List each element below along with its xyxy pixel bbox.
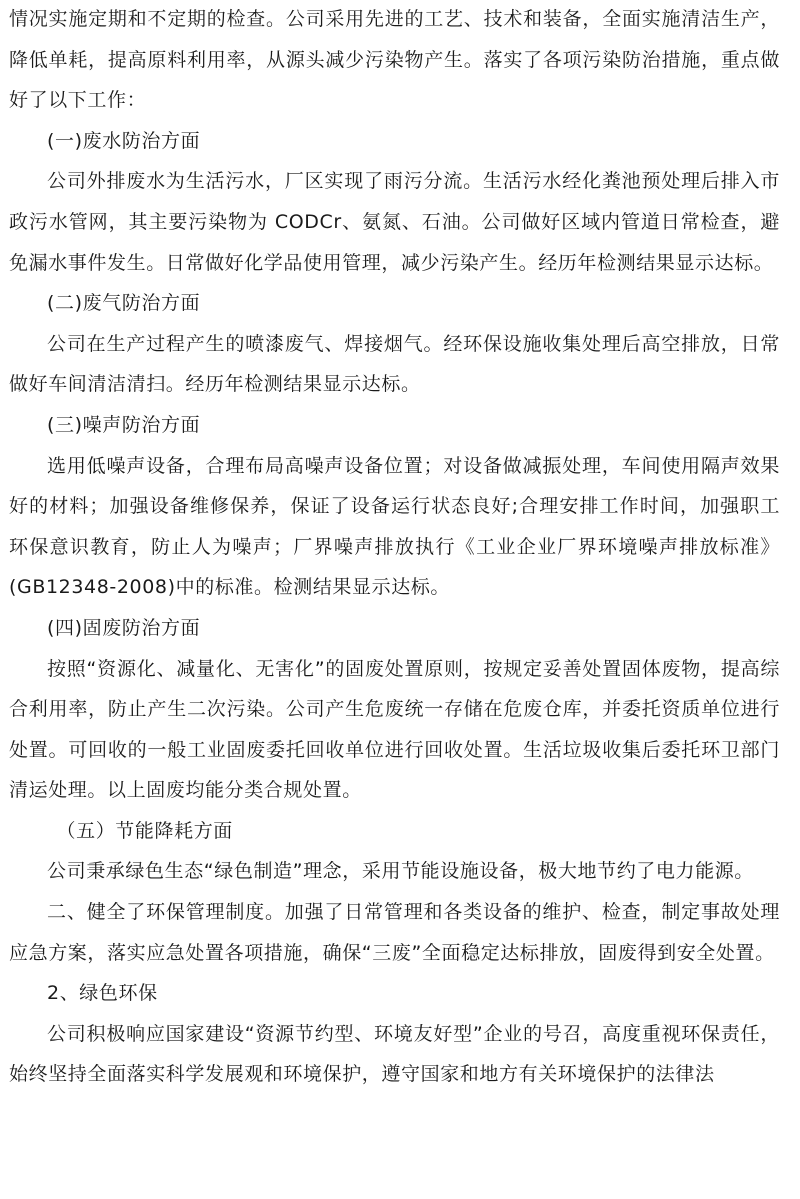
heading-waste-gas: (二)废气防治方面 — [47, 292, 201, 315]
intro-paragraph: 情况实施定期和不定期的检查。公司采用先进的工艺、技术和装备，全面实施清洁生产，降低单耗，提高原料利用率，从源头减少污染物产生。落实了各项污染防治措施，重点做好了以下工作： — [9, 8, 780, 112]
solid-waste-paragraph: 按照“资源化、减量化、无害化”的固废处置原则，按规定妥善处置固体废物，提高综合利用率，防止产生二次污染。公司产生危废统一存储在危废仓库，并委托资质单位进行处置。可回收的一般工业固废委托回收单位进行回收处置。生活垃圾收集后委托环卫部门清运处理。以上固废均能分类合规处置。 — [9, 657, 780, 802]
noise-paragraph: 选用低噪声设备，合理布局高噪声设备位置；对设备做减振处理，车间使用隔声效果好的材料；加强设备维修保养，保证了设备运行状态良好;合理安排工作时间，加强职工环保意识教育，防止人为噪声；厂界噪声排放执行《工业企业厂界环境噪声排放标准》(GB12348-2008)中的标准。检测结果显示达标。 — [9, 454, 780, 599]
waste-gas-paragraph: 公司在生产过程产生的喷漆废气、焊接烟气。经环保设施收集处理后高空排放，日常做好车间清洁清扫。经历年检测结果显示达标。 — [9, 332, 780, 396]
energy-saving-paragraph: 公司秉承绿色生态“绿色制造”理念，采用节能设施设备，极大地节约了电力能源。 — [47, 860, 754, 883]
heading-green-environment: 2、绿色环保 — [47, 982, 158, 1005]
heading-wastewater: (一)废水防治方面 — [47, 129, 201, 152]
heading-solid-waste: (四)固废防治方面 — [47, 616, 201, 639]
management-system-paragraph: 二、健全了环保管理制度。加强了日常管理和各类设备的维护、检查，制定事故处理应急方案，落实应急处置各项措施，确保“三废”全面稳定达标排放，固废得到安全处置。 — [9, 901, 780, 964]
wastewater-paragraph: 公司外排废水为生活污水，厂区实现了雨污分流。生活污水经化粪池预处理后排入市政污水管网，其主要污染物为 CODCr、氨氮、石油。公司做好区域内管道日常检查，避免漏水事件发生。日常做好化学品使用管理，减少污染产生。经历年检测结果显示达标。 — [9, 170, 780, 274]
heading-noise: (三)噪声防治方面 — [47, 413, 201, 436]
heading-energy-saving: （五）节能降耗方面 — [56, 819, 233, 842]
green-environment-paragraph: 公司积极响应国家建设“资源节约型、环境友好型”企业的号召，高度重视环保责任，始终坚持全面落实科学发展观和环境保护，遵守国家和地方有关环境保护的法律法 — [9, 1022, 780, 1086]
